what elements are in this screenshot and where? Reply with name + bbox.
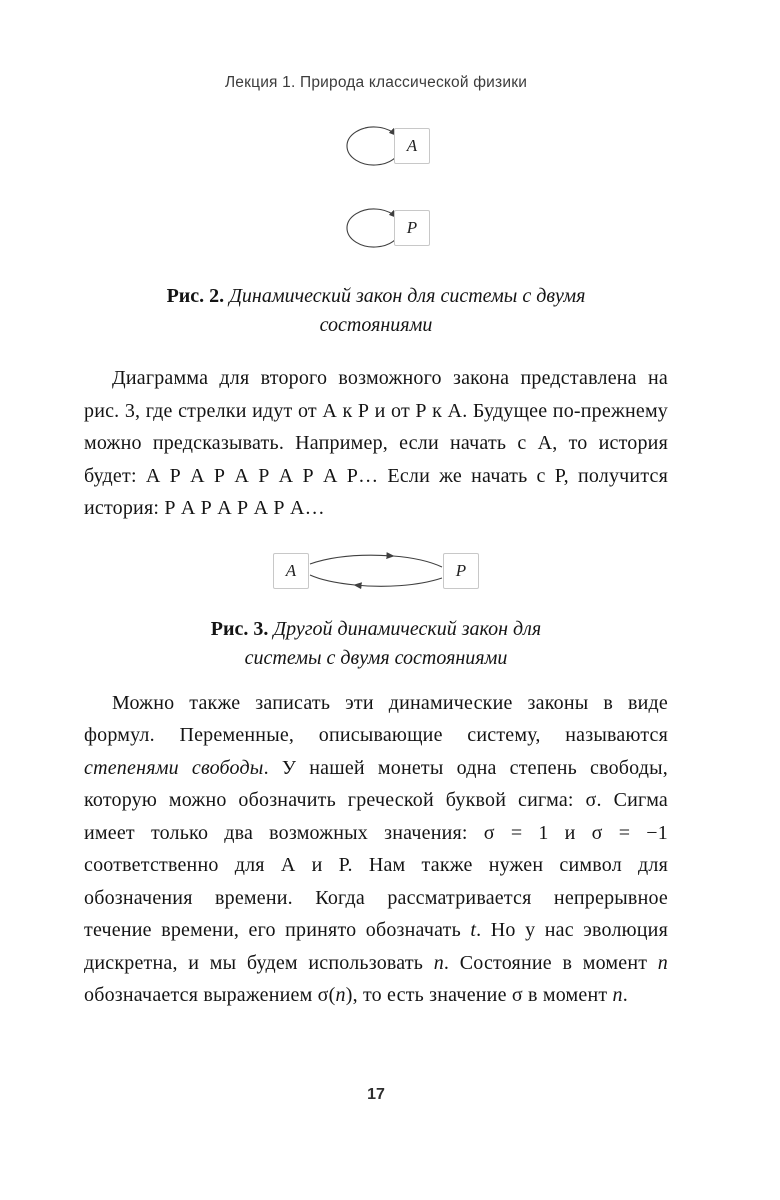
self-loop-path xyxy=(347,209,396,247)
arrow-a-to-p-tail xyxy=(393,556,442,567)
text-run: Диаграмма для второго возможного закона представлена на рис. 3, где стрелки идут от А к Р и от Р к А. Будущее по-прежнему можно предсказывать. Например, если начать с А, то история будет: А Р А Р А Р А Р А Р… Если же начать с Р, получится история: Р А Р А Р А Р А… xyxy=(84,367,668,519)
text-run: . xyxy=(622,984,628,1006)
figure3-caption-label: Рис. 3. xyxy=(210,617,269,640)
figure-2 xyxy=(84,122,668,250)
text-run-italic: n xyxy=(612,984,623,1006)
figure2-caption-text: Динамический закон для системы с двумя состояниями xyxy=(229,285,586,336)
state-label-p: Р xyxy=(455,560,467,580)
state-box-a xyxy=(394,128,430,164)
state-label-p: Р xyxy=(406,218,418,237)
text-run-italic: n xyxy=(433,951,444,974)
text-run-italic: степенями свободы xyxy=(84,756,264,779)
text-run-italic: n xyxy=(657,951,668,974)
paragraph-2 xyxy=(84,687,668,1012)
state-box-p xyxy=(443,553,479,589)
figure3-diagram xyxy=(273,543,479,599)
figure2-caption-label: Рис. 2. xyxy=(166,285,225,307)
figure2-caption xyxy=(111,282,641,340)
page-content xyxy=(84,0,668,1012)
arrow-a-to-p xyxy=(310,555,393,564)
self-loop-arrow xyxy=(338,204,402,250)
figure3-caption-text: Другой динамический закон для системы с двумя состояниями xyxy=(244,617,542,669)
text-run: . Но у нас эволюция дискретна, и мы будем использовать xyxy=(84,919,668,974)
text-run-italic: t xyxy=(470,919,477,941)
state-label-a: А xyxy=(285,560,297,580)
state-box-p xyxy=(394,210,430,246)
text-run: Можно также записать эти динамические законы в виде формул. Переменные, описывающие систему, называются xyxy=(84,691,668,746)
text-run: обозначается выражением σ( xyxy=(84,984,336,1006)
figure2-state-p-diagram xyxy=(338,204,430,250)
arrow-p-to-a xyxy=(355,578,442,586)
figure2-state-a-diagram xyxy=(338,122,430,168)
running-header: Лекция 1. Природа классической физики xyxy=(224,74,528,91)
page-number: 17 xyxy=(367,1086,385,1103)
self-loop-arrow xyxy=(338,122,402,168)
arrow-p-to-a-tail xyxy=(310,575,355,585)
state-box-a xyxy=(273,553,309,589)
text-run: . У нашей монеты одна степень свободы, которую можно обозначить греческой буквой сигма: σ. Сигма имеет только два возможных значения: σ = 1 и σ = −1 соответственно для А и Р. Нам также нужен символ для обозначения времени. Когда рассматривается непрерывное течение времени, его принято обозначать xyxy=(84,756,668,941)
figure3-caption xyxy=(196,615,556,673)
text-run: ), то есть значение σ в момент xyxy=(345,984,613,1006)
text-run: . Состояние в момент xyxy=(443,951,658,974)
paragraph-1 xyxy=(84,362,668,525)
text-run-italic: n xyxy=(335,984,346,1006)
figure-3 xyxy=(84,543,668,599)
self-loop-path xyxy=(347,127,396,165)
state-label-a: А xyxy=(406,136,418,155)
